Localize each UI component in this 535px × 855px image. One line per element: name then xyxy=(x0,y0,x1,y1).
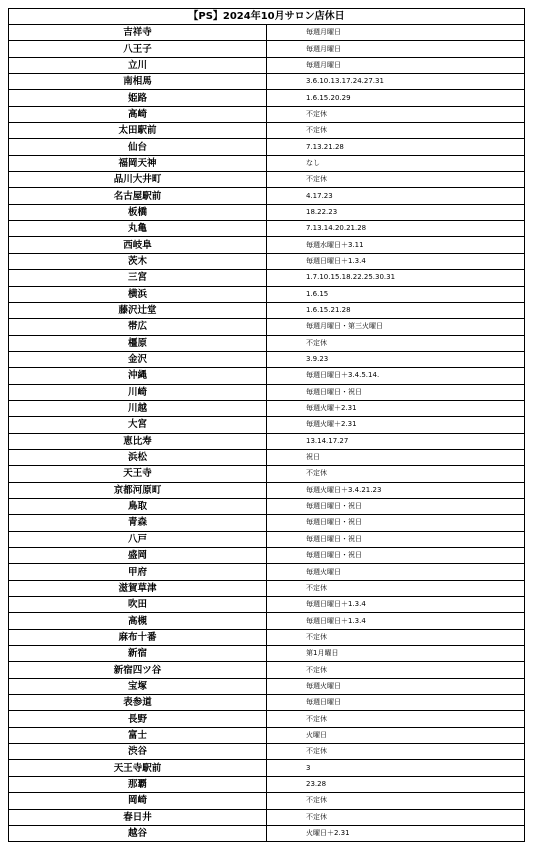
holiday-cell: 毎週日曜日＋1.3.4 xyxy=(267,597,525,613)
holiday-cell: 毎週水曜日＋3.11 xyxy=(267,237,525,253)
holiday-cell: 毎週火曜日 xyxy=(267,564,525,580)
holiday-cell: 毎週日曜日 xyxy=(267,695,525,711)
table-row xyxy=(9,253,525,269)
table-row xyxy=(9,629,525,645)
salon-name-cell: 浜松 xyxy=(9,449,267,465)
table-row xyxy=(9,776,525,792)
table-row xyxy=(9,335,525,351)
salon-name-cell: 西岐阜 xyxy=(9,237,267,253)
table-row xyxy=(9,221,525,237)
table-row xyxy=(9,106,525,122)
holiday-cell: 1.6.15.21.28 xyxy=(267,302,525,318)
holiday-cell: 18.22.23 xyxy=(267,204,525,220)
table-row xyxy=(9,433,525,449)
table-row xyxy=(9,531,525,547)
table-row xyxy=(9,286,525,302)
holiday-cell: 毎週日曜日・祝日 xyxy=(267,515,525,531)
holiday-cell: 毎週月曜日・第三火曜日 xyxy=(267,319,525,335)
salon-name-cell: 甲府 xyxy=(9,564,267,580)
holiday-cell: 毎週火曜＋2.31 xyxy=(267,400,525,416)
holiday-cell: 不定休 xyxy=(267,793,525,809)
salon-name-cell: 大宮 xyxy=(9,417,267,433)
holiday-cell: 3 xyxy=(267,760,525,776)
salon-name-cell: 八戸 xyxy=(9,531,267,547)
table-row xyxy=(9,711,525,727)
table-row xyxy=(9,368,525,384)
salon-name-cell: 表参道 xyxy=(9,695,267,711)
salon-name-cell: 川崎 xyxy=(9,384,267,400)
title-row xyxy=(9,9,525,25)
table-row xyxy=(9,237,525,253)
holiday-cell: 不定休 xyxy=(267,580,525,596)
table-row xyxy=(9,548,525,564)
salon-name-cell: 高崎 xyxy=(9,106,267,122)
salon-name-cell: 川越 xyxy=(9,400,267,416)
salon-name-cell: 板橋 xyxy=(9,204,267,220)
holiday-cell: 不定休 xyxy=(267,466,525,482)
salon-name-cell: 吉祥寺 xyxy=(9,25,267,41)
holiday-cell: 毎週月曜日 xyxy=(267,25,525,41)
holiday-cell: 3.6.10.13.17.24.27.31 xyxy=(267,74,525,90)
salon-name-cell: 立川 xyxy=(9,57,267,73)
holiday-cell: 不定休 xyxy=(267,629,525,645)
table-row xyxy=(9,580,525,596)
holiday-cell: 毎週月曜日 xyxy=(267,41,525,57)
salon-name-cell: 橿原 xyxy=(9,335,267,351)
salon-name-cell: 天王寺 xyxy=(9,466,267,482)
holiday-cell: 毎週日曜日＋1.3.4 xyxy=(267,253,525,269)
holiday-cell: 不定休 xyxy=(267,744,525,760)
table-body xyxy=(9,25,525,842)
table-row xyxy=(9,809,525,825)
salon-name-cell: 鳥取 xyxy=(9,498,267,514)
holiday-cell: 不定休 xyxy=(267,711,525,727)
table-row xyxy=(9,155,525,171)
table-title: 【PS】2024年10月サロン店休日 xyxy=(9,9,525,25)
table-row xyxy=(9,302,525,318)
table-row xyxy=(9,270,525,286)
holiday-cell: 13.14.17.27 xyxy=(267,433,525,449)
holiday-cell: 毎週日曜日・祝日 xyxy=(267,548,525,564)
table-row xyxy=(9,25,525,41)
table-row xyxy=(9,515,525,531)
holiday-cell: 不定休 xyxy=(267,662,525,678)
holiday-cell: 祝日 xyxy=(267,449,525,465)
holiday-cell: 火曜日＋2.31 xyxy=(267,825,525,841)
salon-name-cell: 麻布十番 xyxy=(9,629,267,645)
salon-name-cell: 青森 xyxy=(9,515,267,531)
table-row xyxy=(9,449,525,465)
salon-name-cell: 新宿 xyxy=(9,646,267,662)
holiday-cell: 7.13.14.20.21.28 xyxy=(267,221,525,237)
holiday-cell: 毎週火曜日＋3.4.21.23 xyxy=(267,482,525,498)
salon-holiday-table xyxy=(8,8,525,842)
salon-name-cell: 渋谷 xyxy=(9,744,267,760)
table-row xyxy=(9,695,525,711)
holiday-cell: 毎週月曜日 xyxy=(267,57,525,73)
holiday-cell: 不定休 xyxy=(267,123,525,139)
table-row xyxy=(9,744,525,760)
salon-name-cell: 南相馬 xyxy=(9,74,267,90)
holiday-cell: 不定休 xyxy=(267,809,525,825)
salon-name-cell: 恵比寿 xyxy=(9,433,267,449)
table-row xyxy=(9,41,525,57)
salon-name-cell: 新宿四ツ谷 xyxy=(9,662,267,678)
table-row xyxy=(9,139,525,155)
holiday-cell: 毎週日曜日・祝日 xyxy=(267,531,525,547)
salon-name-cell: 藤沢辻堂 xyxy=(9,302,267,318)
holiday-cell: 毎週日曜日＋3.4.5.14. xyxy=(267,368,525,384)
table-row xyxy=(9,319,525,335)
salon-name-cell: 天王寺駅前 xyxy=(9,760,267,776)
salon-name-cell: 那覇 xyxy=(9,776,267,792)
holiday-cell: 毎週日曜日・祝日 xyxy=(267,384,525,400)
salon-name-cell: 三宮 xyxy=(9,270,267,286)
salon-name-cell: 姫路 xyxy=(9,90,267,106)
table-row xyxy=(9,123,525,139)
holiday-cell: 第1月曜日 xyxy=(267,646,525,662)
table-row xyxy=(9,793,525,809)
salon-name-cell: 越谷 xyxy=(9,825,267,841)
holiday-cell: 23.28 xyxy=(267,776,525,792)
holiday-cell: 毎週日曜日＋1.3.4 xyxy=(267,613,525,629)
table-row xyxy=(9,57,525,73)
salon-name-cell: 吹田 xyxy=(9,597,267,613)
salon-name-cell: 盛岡 xyxy=(9,548,267,564)
salon-name-cell: 福岡天神 xyxy=(9,155,267,171)
salon-name-cell: 八王子 xyxy=(9,41,267,57)
table-row xyxy=(9,90,525,106)
table-row xyxy=(9,417,525,433)
table-row xyxy=(9,384,525,400)
salon-name-cell: 横浜 xyxy=(9,286,267,302)
holiday-cell: 不定休 xyxy=(267,172,525,188)
table-row xyxy=(9,466,525,482)
table-row xyxy=(9,597,525,613)
salon-name-cell: 京都河原町 xyxy=(9,482,267,498)
salon-name-cell: 高槻 xyxy=(9,613,267,629)
salon-name-cell: 金沢 xyxy=(9,351,267,367)
holiday-cell: 7.13.21.28 xyxy=(267,139,525,155)
table-row xyxy=(9,825,525,841)
salon-name-cell: 仙台 xyxy=(9,139,267,155)
holiday-cell: 3.9.23 xyxy=(267,351,525,367)
salon-name-cell: 富士 xyxy=(9,727,267,743)
table-row xyxy=(9,564,525,580)
salon-name-cell: 帯広 xyxy=(9,319,267,335)
holiday-cell: 毎週火曜日 xyxy=(267,678,525,694)
table-row xyxy=(9,662,525,678)
salon-name-cell: 春日井 xyxy=(9,809,267,825)
salon-name-cell: 沖縄 xyxy=(9,368,267,384)
holiday-cell: 1.6.15 xyxy=(267,286,525,302)
holiday-cell: 1.6.15.20.29 xyxy=(267,90,525,106)
table-row xyxy=(9,760,525,776)
salon-name-cell: 丸亀 xyxy=(9,221,267,237)
salon-name-cell: 岡崎 xyxy=(9,793,267,809)
salon-name-cell: 茨木 xyxy=(9,253,267,269)
table-row xyxy=(9,204,525,220)
salon-name-cell: 品川大井町 xyxy=(9,172,267,188)
table-row xyxy=(9,646,525,662)
table-row xyxy=(9,172,525,188)
holiday-cell: 毎週日曜日・祝日 xyxy=(267,498,525,514)
table-row xyxy=(9,351,525,367)
holiday-cell: 不定休 xyxy=(267,106,525,122)
holiday-cell: 1.7.10.15.18.22.25.30.31 xyxy=(267,270,525,286)
table-row xyxy=(9,727,525,743)
holiday-cell: なし xyxy=(267,155,525,171)
table-row xyxy=(9,498,525,514)
holiday-cell: 火曜日 xyxy=(267,727,525,743)
holiday-cell: 不定休 xyxy=(267,335,525,351)
table-row xyxy=(9,482,525,498)
table-row xyxy=(9,400,525,416)
salon-name-cell: 名古屋駅前 xyxy=(9,188,267,204)
salon-name-cell: 太田駅前 xyxy=(9,123,267,139)
holiday-cell: 毎週火曜＋2.31 xyxy=(267,417,525,433)
salon-name-cell: 滋賀草津 xyxy=(9,580,267,596)
salon-name-cell: 宝塚 xyxy=(9,678,267,694)
table-row xyxy=(9,74,525,90)
holiday-cell: 4.17.23 xyxy=(267,188,525,204)
table-row xyxy=(9,678,525,694)
table-row xyxy=(9,613,525,629)
salon-name-cell: 長野 xyxy=(9,711,267,727)
table-row xyxy=(9,188,525,204)
